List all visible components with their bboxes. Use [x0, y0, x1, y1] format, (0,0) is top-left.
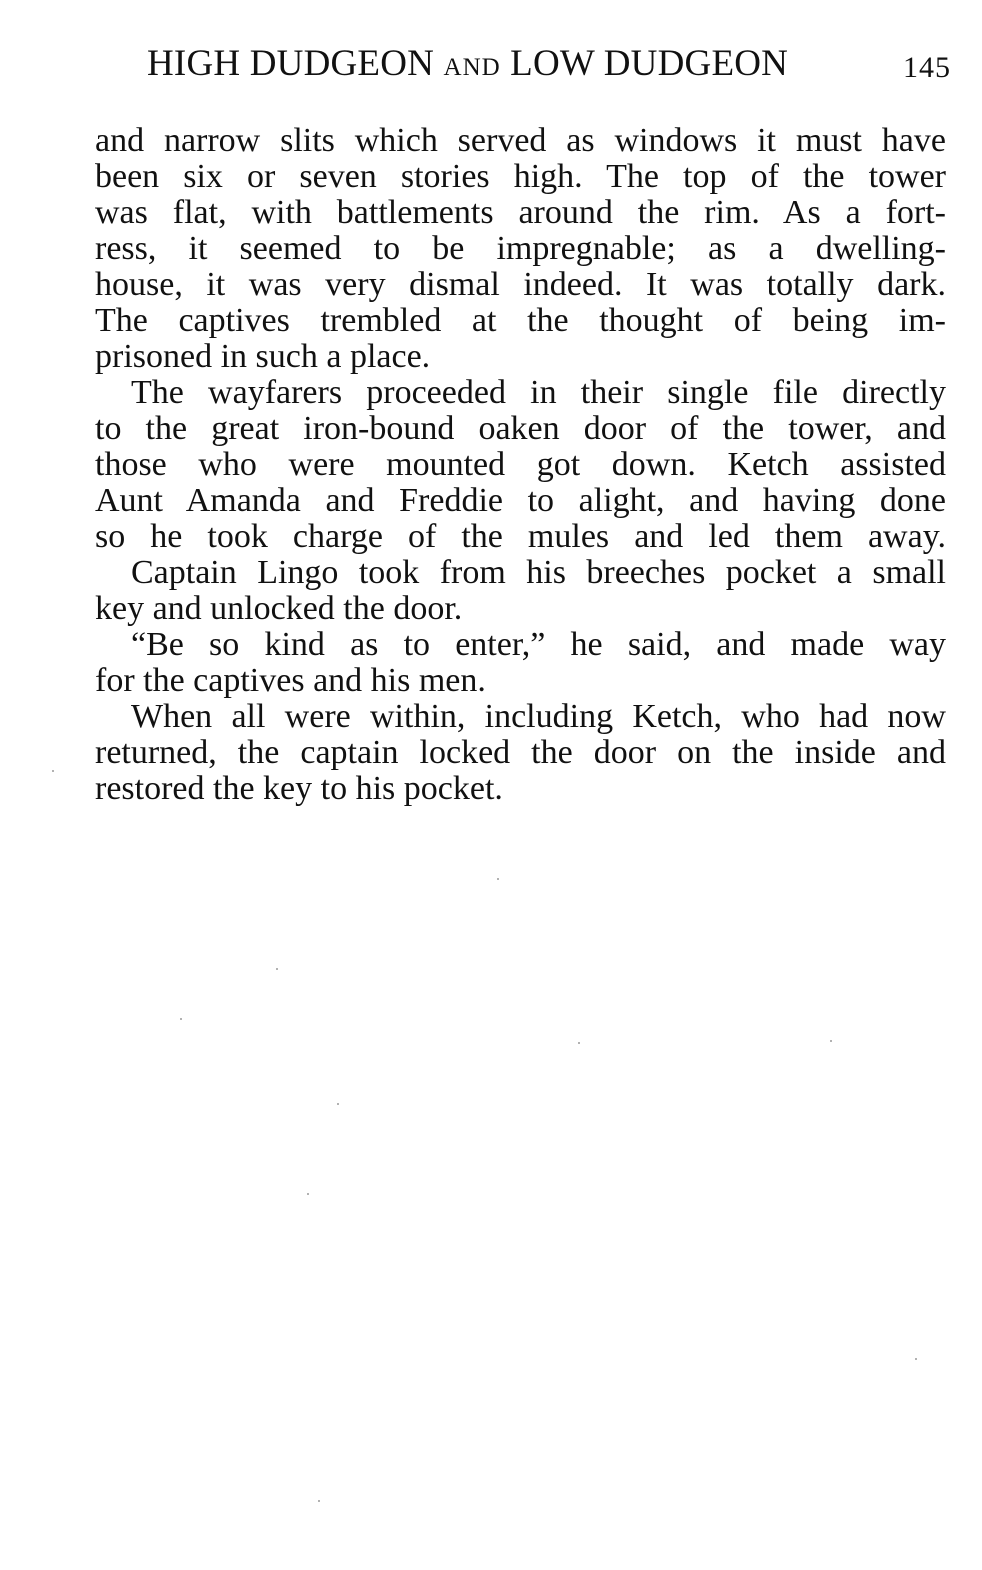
text-line: was flat, with battlements around the rim. As a fort- [95, 194, 946, 231]
scan-speck [337, 1103, 339, 1105]
text-line: to the great iron-bound oaken door of the tower, and [95, 410, 946, 447]
running-head [95, 42, 951, 86]
running-head-title [147, 42, 788, 90]
scan-speck [318, 1500, 320, 1502]
text-line: restored the key to his pocket. [95, 770, 503, 807]
text-line: prisoned in such a place. [95, 338, 431, 375]
text-line: returned, the captain locked the door on the inside and [95, 734, 946, 771]
scan-speck [830, 1040, 832, 1042]
scan-speck [578, 1042, 580, 1044]
text-line: When all were within, including Ketch, who had now [131, 698, 946, 735]
text-line: Captain Lingo took from his breeches pocket a small [131, 554, 946, 591]
text-line: and narrow slits which served as windows it must have [95, 122, 946, 159]
text-line: those who were mounted got down. Ketch assisted [95, 446, 946, 483]
running-head-title-part2: LOW DUDGEON [500, 43, 789, 84]
scan-speck [276, 968, 278, 970]
text-line: been six or seven stories high. The top of the tower [95, 158, 946, 195]
text-line: for the captives and his men. [95, 662, 486, 699]
text-line: so he took charge of the mules and led them away. [95, 518, 946, 555]
text-line: ress, it seemed to be impregnable; as a dwelling- [95, 230, 946, 267]
body-text [95, 123, 946, 807]
text-line: house, it was very dismal indeed. It was totally dark. [95, 266, 946, 303]
text-line: The captives trembled at the thought of being im- [95, 302, 946, 339]
running-head-title-part1: HIGH DUDGEON [147, 43, 444, 84]
text-line: Aunt Amanda and Freddie to alight, and having done [95, 482, 946, 519]
scan-speck [497, 878, 499, 880]
scan-speck [915, 1358, 917, 1360]
text-line: key and unlocked the door. [95, 590, 463, 627]
running-head-title-and: AND [443, 54, 501, 81]
text-line: The wayfarers proceeded in their single file directly [131, 374, 946, 411]
text-line: “Be so kind as to enter,” he said, and made way [131, 626, 946, 663]
scan-speck [180, 1018, 182, 1020]
scan-speck [307, 1193, 309, 1195]
scan-speck [52, 770, 54, 772]
page-number: 145 [903, 51, 951, 84]
